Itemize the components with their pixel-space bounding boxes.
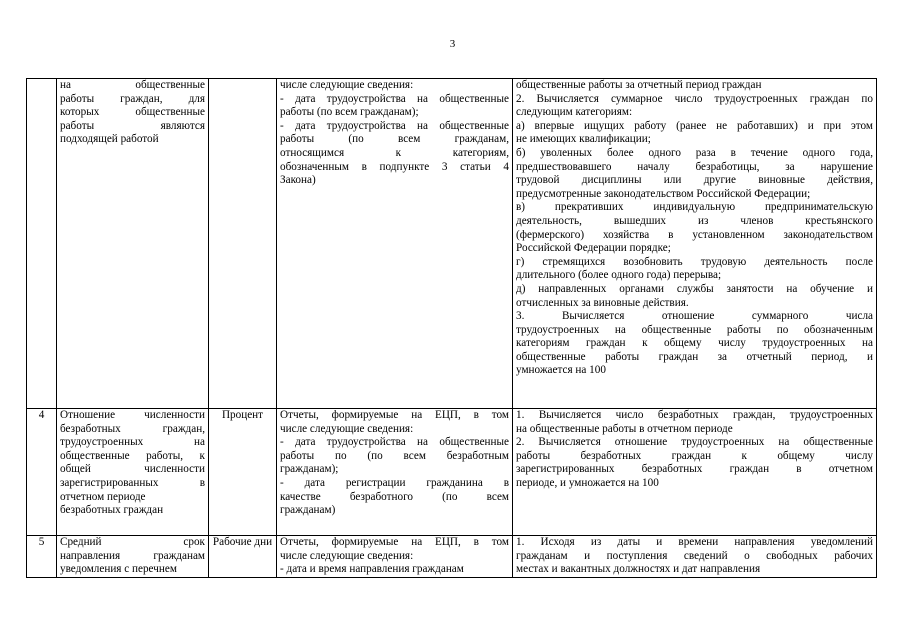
row-number-cell	[27, 409, 57, 536]
row-number-cell	[27, 79, 57, 409]
table-row	[27, 79, 877, 409]
method-line: на общественные работы в отчетном периоде	[516, 422, 733, 435]
name-line: которых общественные	[60, 106, 205, 119]
method-line: (фермерского) хозяйства в установленном законодательством	[516, 228, 873, 241]
sources-line: числе следующие сведения:	[280, 422, 414, 435]
method-line: 1. Исходя из даты и времени направления уведомлений	[516, 536, 873, 548]
sources-line: - дата и время направления гражданам	[280, 563, 464, 576]
method-line: 2. Вычисляется суммарное число трудоустроенных граждан по	[516, 92, 873, 105]
sources-line: гражданам);	[280, 463, 339, 476]
name-line: трудоустроенных на	[60, 436, 205, 449]
method-line: работы безработных граждан к общему числу	[516, 449, 873, 462]
name-line: уведомления с перечнем	[60, 563, 177, 576]
row-number: 4	[38, 409, 45, 421]
method-line: 1. Вычисляется число безработных граждан, трудоустроенных	[516, 409, 873, 421]
method-line: а) впервые ищущих работу (ранее не работавших) и при этом	[516, 119, 873, 132]
method-line: 2. Вычисляется отношение трудоустроенных на общественные	[516, 436, 873, 449]
row-number: 5	[38, 536, 45, 548]
calculation-method-cell	[513, 79, 877, 409]
sources-line: - дата трудоустройства на общественные	[280, 92, 509, 105]
sources-line: Отчеты, формируемые на ЕЦП, в том	[280, 536, 509, 548]
method-line: предусмотренные законодательством Российской Федерации;	[516, 187, 811, 200]
sources-line: относящимся к категориям,	[280, 146, 509, 159]
method-line: трудовой дисциплины или другие виновные действия,	[516, 174, 873, 187]
sources-line: Закона)	[280, 174, 316, 187]
method-line: отчисленных за виновные действия.	[516, 296, 689, 309]
name-line: на общественные	[60, 79, 205, 91]
method-line: предшествовавшего началу безработицы, за нарушение	[516, 160, 873, 173]
sources-line: работы по (по всем безработным	[280, 449, 509, 462]
data-sources-cell	[277, 79, 513, 409]
name-line: Отношение численности	[60, 409, 205, 421]
name-line: общей численности	[60, 463, 205, 476]
indicator-name-cell	[57, 536, 209, 578]
method-line: Российской Федерации порядке;	[516, 242, 671, 255]
sources-line: числе следующие сведения:	[280, 549, 414, 562]
method-line: периоде, и умножается на 100	[516, 476, 659, 489]
method-line: общественные работы граждан за отчетный период, и	[516, 350, 873, 363]
name-line: отчетном периоде	[60, 490, 146, 503]
method-line: местах и вакантных должностях и дат направления	[516, 563, 761, 576]
name-line: работы являются	[60, 119, 205, 132]
indicator-name-cell	[57, 79, 209, 409]
method-line: 3. Вычисляется отношение суммарного числа	[516, 310, 873, 323]
calculation-method-cell	[513, 409, 877, 536]
sources-line: гражданам)	[280, 504, 336, 517]
method-line: г) стремящихся возобновить трудовую деятельность после	[516, 255, 873, 268]
name-line: безработных граждан,	[60, 422, 205, 435]
method-line: гражданам и поступления сведений о свободных рабочих	[516, 549, 873, 562]
method-line: в) прекративших индивидуальную предпринимательскую	[516, 201, 873, 214]
indicators-table	[26, 78, 877, 578]
calculation-method-cell	[513, 536, 877, 578]
data-sources-cell	[277, 409, 513, 536]
sources-line: Отчеты, формируемые на ЕЦП, в том	[280, 409, 509, 421]
method-line: умножается на 100	[516, 364, 606, 377]
sources-line: - дата регистрации гражданина в	[280, 476, 509, 489]
method-line: следующим категориям:	[516, 106, 633, 119]
unit-cell	[209, 409, 277, 536]
sources-line: - дата трудоустройства на общественные	[280, 119, 509, 132]
method-line: б) уволенных более одного раза в течение одного года,	[516, 146, 873, 159]
sources-line: качестве безработного (по всем	[280, 490, 509, 503]
method-line: общественные работы за отчетный период граждан	[516, 79, 762, 91]
name-line: направления гражданам	[60, 549, 205, 562]
method-line: длительного (более одного года) перерыва;	[516, 269, 722, 282]
unit-text: Рабочие дни	[212, 536, 273, 548]
sources-line: работы (по всем гражданам);	[280, 106, 419, 119]
indicator-name-cell	[57, 409, 209, 536]
sources-line: обозначенным в подпункте 3 статьи 4	[280, 160, 509, 173]
name-line: подходящей работой	[60, 133, 159, 146]
table-row	[27, 409, 877, 536]
table-row	[27, 536, 877, 578]
name-line: зарегистрированных в	[60, 476, 205, 489]
row-number-cell	[27, 536, 57, 578]
unit-cell	[209, 79, 277, 409]
name-line: общественные работы, к	[60, 449, 205, 462]
data-sources-cell	[277, 536, 513, 578]
method-line: трудоустроенных на общественные работы по обозначенным	[516, 323, 873, 336]
method-line: деятельность, вышедших из членов крестьянского	[516, 214, 873, 227]
sources-line: работы (по всем гражданам,	[280, 133, 509, 146]
method-line: категориям граждан к общему числу трудоустроенных на	[516, 337, 873, 350]
unit-text: Процент	[221, 409, 264, 421]
method-line: зарегистрированных безработных граждан в отчетном	[516, 463, 873, 476]
name-line: работы граждан, для	[60, 92, 205, 105]
sources-line: числе следующие сведения:	[280, 79, 414, 91]
method-line: д) направленных органами службы занятости на обучение и	[516, 282, 873, 295]
unit-cell	[209, 536, 277, 578]
page-number: 3	[449, 38, 456, 50]
name-line: Средний срок	[60, 536, 205, 548]
sources-line: - дата трудоустройства на общественные	[280, 436, 509, 449]
name-line: безработных граждан	[60, 504, 164, 517]
method-line: не имеющих квалификации;	[516, 133, 651, 146]
